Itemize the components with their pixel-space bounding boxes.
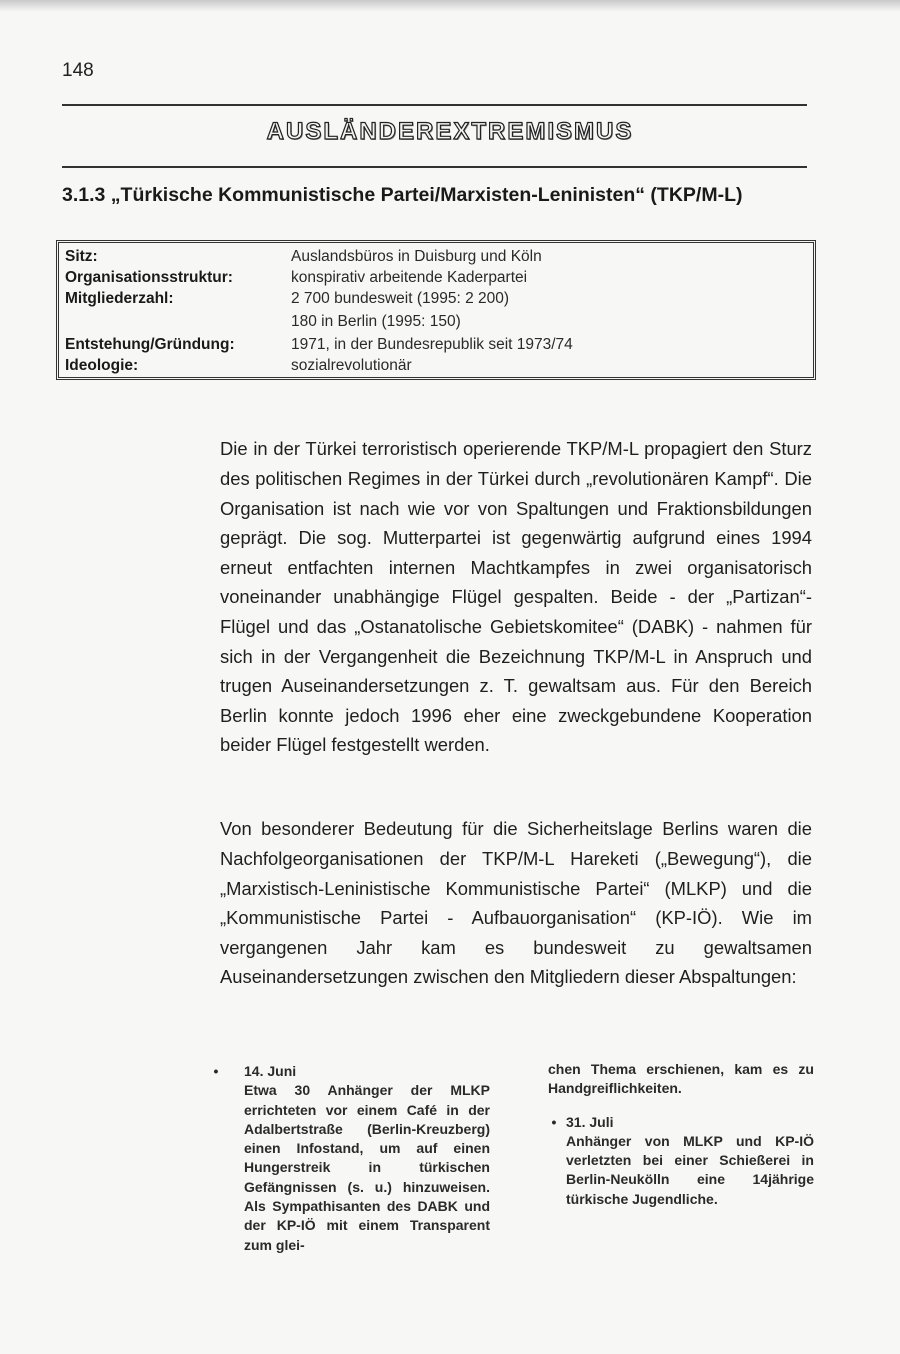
event-item: [548, 1113, 814, 1209]
events-column-right: [548, 1060, 814, 1221]
fact-value: sozialrevolutionär: [291, 357, 412, 374]
subsection-title: 3.1.3 „Türkische Kommunistische Partei/Marxisten-Leninisten“ (TKP/M-L): [62, 184, 743, 206]
event-date: 14. Juni: [244, 1063, 297, 1079]
fact-label: Entstehung/Gründung:: [65, 336, 235, 353]
divider-bottom: [62, 166, 807, 168]
fact-value: konspirativ arbeitende Kaderpartei: [291, 269, 528, 286]
event-date: 31. Juli: [566, 1113, 614, 1130]
fact-value: 2 700 bundesweit (1995: 2 200): [291, 290, 510, 307]
scan-edge: [0, 0, 900, 12]
fact-value: 1971, in der Bundesrepublik seit 1973/74: [291, 336, 573, 353]
body-paragraph-2: Von besonderer Bedeutung für die Sicherheitslage Berlins waren die Nachfolgeorganisationen der TKP/M-L Hareketi („Bewegung“), die „Marxistisch-Leninistische Kommunistische Partei“ (MLKP) und die „Kommunistische Partei - Aufbauorganisation“ (KP-IÖ). Wie im vergangenen Jahr kam es bundesweit zu gewaltsamen Auseinandersetzungen zwischen den Mitgliedern dieser Abspaltungen:: [220, 818, 812, 988]
fact-label: Sitz:: [65, 248, 98, 265]
fact-label: Mitgliederzahl:: [65, 290, 174, 307]
section-heading: AUSLÄNDEREXTREMISMUS: [266, 118, 634, 145]
event-text: Etwa 30 Anhänger der MLKP errichteten vor einem Café in der Adalbertstraße (Berlin-Kreuzberg) einen Infostand, um auf einen Hungerstreik in türkischen Gefängnissen (s. u.) hinzuweisen. Als Sympathisanten des DABK und der KP-IÖ mit einem Transparent zum glei-: [244, 1082, 490, 1253]
fact-label: Organisationsstruktur:: [65, 269, 233, 286]
event-text-continued: chen Thema erschienen, kam es zu Handgreiflichkeiten.: [548, 1061, 814, 1097]
event-text: Anhänger von MLKP und KP-IÖ verletzten bei einer Schießerei in Berlin-Neukölln eine 14jährige türkische Jugendliche.: [566, 1132, 814, 1207]
fact-value: Auslandsbüros in Duisburg und Köln: [291, 248, 542, 265]
fact-label: Ideologie:: [65, 357, 139, 374]
bullet-icon: •: [213, 1063, 219, 1079]
bullet-icon: •: [551, 1113, 557, 1130]
divider-top: [62, 104, 807, 106]
event-item: [206, 1062, 490, 1255]
fact-value: 180 in Berlin (1995: 150): [291, 313, 461, 330]
fact-box: [56, 240, 816, 380]
page-number: 148: [62, 60, 94, 81]
body-paragraph-1: Die in der Türkei terroristisch operierende TKP/M-L propagiert den Sturz des politischen Regimes in der Türkei durch „revolutionären Kampf“. Die Organisation ist nach wie vor von Spaltungen und Fraktionsbildungen geprägt. Die sog. Mutterpartei ist gegenwärtig aufgrund eines 1994 erneut entfachten internen Machtkampfes in zwei organisatorisch voneinander unabhängige Flügel gespalten. Beide - der „Partizan“-Flügel und das „Ostanatolische Gebietskomitee“ (DABK) - nahmen für sich in der Vergangenheit die Bezeichnung TKP/M-L in Anspruch und trugen Auseinandersetzungen z. T. gewaltsam aus. Für den Bereich Berlin konnte jedoch 1996 eher eine zweckgebundene Kooperation beider Flügel festgestellt werden.: [220, 438, 812, 756]
events-column-left: [206, 1062, 490, 1267]
